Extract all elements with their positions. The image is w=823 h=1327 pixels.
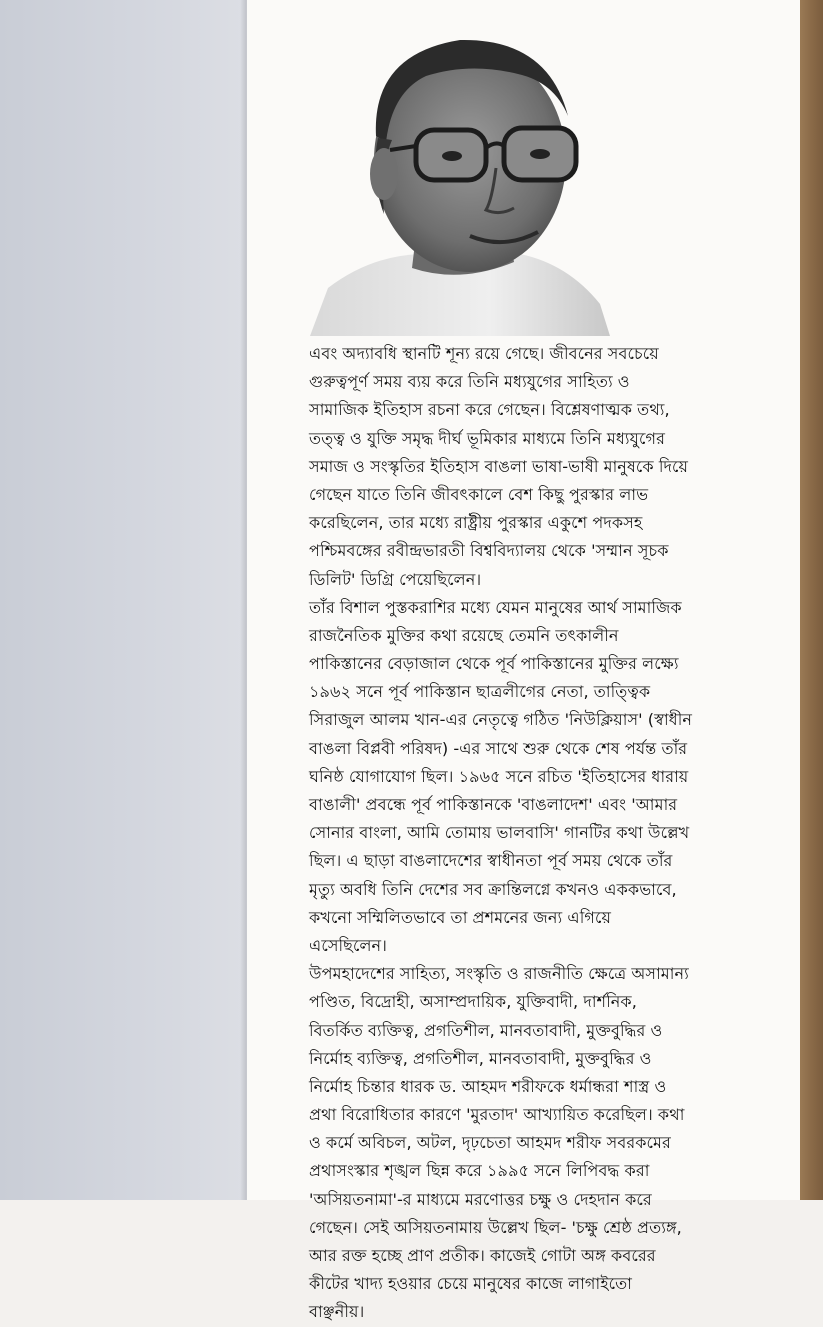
bio-line: বাঙালী' প্রবন্ধে পূর্ব পাকিস্তানকে 'বাঙলাদেশ' এবং 'আমার [309, 795, 678, 814]
bio-line: প্রথাসংস্কার শৃঙ্খল ছিন্ন করে ১৯৯৫ সনে লিপিবদ্ধ করা [309, 1161, 650, 1181]
bio-line: আর রক্ত হচ্ছে প্রাণ প্রতীক। কাজেই গোটা অঙ্গ কবরের [309, 1246, 656, 1265]
bio-line: গেছেন যাতে তিনি জীবৎকালে বেশ কিছু পুরস্কার লাভ [309, 484, 649, 504]
bio-line: কীটের খাদ্য হওয়ার চেয়ে মানুষের কাজে লাগাইতো [309, 1274, 632, 1294]
jacket-flap [0, 0, 247, 1200]
book-board-edge [800, 0, 823, 1200]
bio-line: বিতর্কিত ব্যক্তিত্ব, প্রগতিশীল, মানবতাবাদী, মুক্তবুদ্ধির ও [309, 1020, 663, 1040]
bio-line: ১৯৬২ সনে পূর্ব পাকিস্তান ছাত্রলীগের নেতা, তাত্ত্বিক [309, 682, 651, 702]
bio-line: করেছিলেন, তার মধ্যে রাষ্ট্রীয় পুরস্কার একুশে পদকসহ [309, 513, 643, 533]
bio-line: ছিল। এ ছাড়া বাঙলাদেশের স্বাধীনতা পূর্ব সময় থেকে তাঁর [309, 851, 673, 871]
bio-line: গেছেন। সেই অসিয়তনামায় উল্লেখ ছিল- 'চক্ষু শ্রেষ্ঠ প্রত্যঙ্গ, [309, 1217, 682, 1237]
author-portrait [300, 18, 620, 336]
bio-line: নির্মোহ ব্যক্তিত্ব, প্রগতিশীল, মানবতাবাদী, মুক্তবুদ্ধির ও [309, 1048, 652, 1068]
bio-line: পশ্চিমবঙ্গের রবীন্দ্রভারতী বিশ্ববিদ্যালয় থেকে 'সম্মান সূচক [309, 541, 669, 561]
bio-line: সমাজ ও সংস্কৃতির ইতিহাস বাঙলা ভাষা-ভাষী মানুষকে দিয়ে [309, 456, 689, 476]
bio-line: 'অসিয়তনামা'-র মাধ্যমে মরণোত্তর চক্ষু ও দেহদান করে [309, 1189, 652, 1209]
bio-line: সিরাজুল আলম খান-এর নেতৃত্বে গঠিত 'নিউক্লিয়াস' (স্বাধীন [309, 710, 693, 730]
bio-line: তাঁর বিশাল পুস্তকরাশির মধ্যে যেমন মানুষের আর্থ সামাজিক [309, 597, 682, 617]
bio-line: প্রথা বিরোধিতার কারণে 'মুরতাদ' আখ্যায়িত করেছিল। কথা [309, 1105, 685, 1125]
bio-line: ঘনিষ্ঠ যোগাযোগ ছিল। ১৯৬৫ সনে রচিত 'ইতিহাসের ধারায় [309, 766, 689, 786]
bio-line: পাকিস্তানের বেড়াজাল থেকে পূর্ব পাকিস্তানের মুক্তির লক্ষ্যে [309, 654, 679, 674]
bio-line: বাঞ্ছনীয়। [309, 1302, 365, 1322]
bio-line: নির্মোহ চিন্তার ধারক ড. আহমদ শরীফকে ধর্মান্ধরা শাস্ত্র ও [309, 1076, 667, 1096]
bio-line: ডিলিট' ডিগ্রি পেয়েছিলেন। [309, 569, 482, 589]
bio-line: এবং অদ্যাবধি স্থানটি শূন্য রয়ে গেছে। জীবনের সবচেয়ে [309, 344, 659, 363]
bio-line: গুরুত্বপূর্ণ সময় ব্যয় করে তিনি মধ্যযুগের সাহিত্য ও [309, 372, 630, 392]
bio-line: এসেছিলেন। [309, 935, 387, 955]
bio-line: রাজনৈতিক মুক্তির কথা রয়েছে তেমনি তৎকালীন [309, 625, 619, 645]
bio-line: কখনো সম্মিলিতভাবে তা প্রশমনের জন্য এগিয়ে [309, 907, 611, 927]
biography-text [309, 340, 797, 1327]
bio-line: পণ্ডিত, বিদ্রোহী, অসাম্প্রদায়িক, যুক্তিবাদী, দার্শনিক, [309, 992, 637, 1012]
bio-line: উপমহাদেশের সাহিত্য, সংস্কৃতি ও রাজনীতি ক্ষেত্রে অসামান্য [309, 964, 689, 984]
bio-line: সামাজিক ইতিহাস রচনা করে গেছেন। বিশ্লেষণাত্মক তথ্য, [309, 400, 670, 420]
bio-line: সোনার বাংলা, আমি তোমায় ভালবাসি' গানটির কথা উল্লেখ [309, 823, 690, 843]
bio-line: বাঙলা বিপ্লবী পরিষদ) -এর সাথে শুরু থেকে শেষ পর্যন্ত তাঁর [309, 738, 688, 758]
bio-line: তত্ত্ব ও যুক্তি সমৃদ্ধ দীর্ঘ ভূমিকার মাধ্যমে তিনি মধ্যযুগের [309, 428, 665, 448]
bio-line: ও কর্মে অবিচল, অটল, দৃঢ়চেতা আহমদ শরীফ সবরকমের [309, 1133, 671, 1153]
bio-line: মৃত্যু অবধি তিনি দেশের সব ক্রান্তিলগ্নে কখনও এককভাবে, [309, 879, 677, 899]
